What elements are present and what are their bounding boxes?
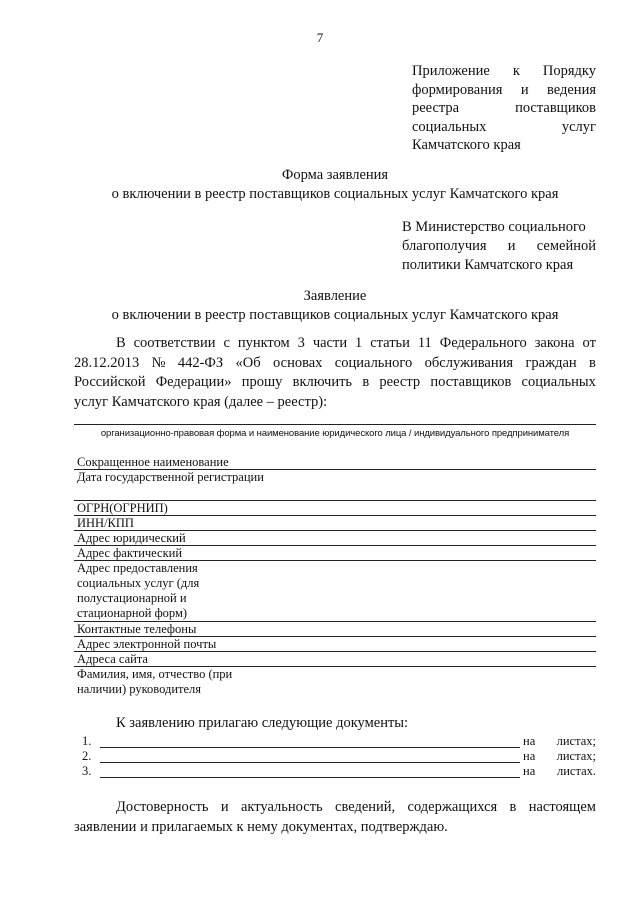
attachments-heading: К заявлению прилагаю следующие документы:: [116, 715, 409, 731]
field-label: Адрес юридический: [77, 531, 186, 545]
attachment-input-line[interactable]: [100, 762, 520, 763]
appendix-line: Камчатского края: [412, 137, 521, 153]
field-row[interactable]: [74, 561, 596, 622]
field-row[interactable]: [74, 546, 596, 561]
field-label: Контактные телефоны: [77, 622, 197, 636]
appendix-header: [412, 62, 596, 155]
field-label: ИНН/КПП: [77, 516, 134, 530]
field-label: Сокращенное наименование: [77, 455, 229, 469]
field-label: Дата государственной регистрации: [77, 470, 264, 484]
field-label: Адрес предоставления социальных услуг (для полустационарной и стационарной форм): [77, 561, 200, 620]
appendix-line: Приложение к Порядку: [412, 63, 596, 79]
field-row[interactable]: [74, 455, 596, 470]
addressee-block: В Министерство социального благополучия и семейной политики Камчатского края: [402, 219, 596, 273]
field-label: Адрес электронной почты: [77, 637, 217, 651]
field-row[interactable]: [74, 622, 596, 637]
field-row[interactable]: [74, 516, 596, 531]
attachment-input-line[interactable]: [100, 777, 520, 778]
field-row[interactable]: [74, 667, 596, 697]
field-row[interactable]: [74, 652, 596, 667]
field-row[interactable]: [74, 531, 596, 546]
org-name-caption: организационно-правовая форма и наименование юридического лица / индивидуального предпринимателя: [100, 428, 570, 439]
attachment-input-line[interactable]: [100, 747, 520, 748]
appendix-line: формирования и ведения: [412, 81, 596, 98]
page-number: 7: [316, 30, 324, 45]
appendix-line: реестра поставщиков: [412, 100, 596, 116]
field-label: Адрес фактический: [77, 546, 183, 560]
statement-title: Заявление о включении в реестр поставщиков социальных услуг Камчатского края: [111, 288, 559, 323]
field-row[interactable]: [74, 637, 596, 652]
confirmation-paragraph: Достоверность и актуальность сведений, содержащихся в настоящем заявлении и прилагаемых к нему документах, подтверждаю.: [74, 799, 596, 835]
attachment-row: 2. на листах;: [82, 749, 596, 763]
field-label: ОГРН(ОГРНИП): [77, 501, 168, 515]
attachment-row: 3. на листах.: [82, 764, 596, 778]
org-name-line[interactable]: [74, 424, 596, 425]
intro-paragraph: В соответствии с пунктом 3 части 1 статьи 11 Федерального закона от 28.12.2013 № 442-ФЗ «Об основах социального обслуживания граждан в Российской Федерации» прошу включить в реестр поставщиков социальных услуг Камчатского края (далее – реестр):: [74, 335, 596, 410]
form-title: Форма заявления о включении в реестр поставщиков социальных услуг Камчатского края: [111, 167, 559, 202]
field-row[interactable]: [74, 470, 596, 501]
field-label: Фамилия, имя, отчество (при наличии) руководителя: [77, 667, 233, 696]
field-label: Адреса сайта: [77, 652, 148, 666]
appendix-line: социальных услуг: [412, 118, 596, 135]
field-row[interactable]: [74, 501, 596, 516]
attachment-row: 1. на листах;: [82, 734, 596, 748]
